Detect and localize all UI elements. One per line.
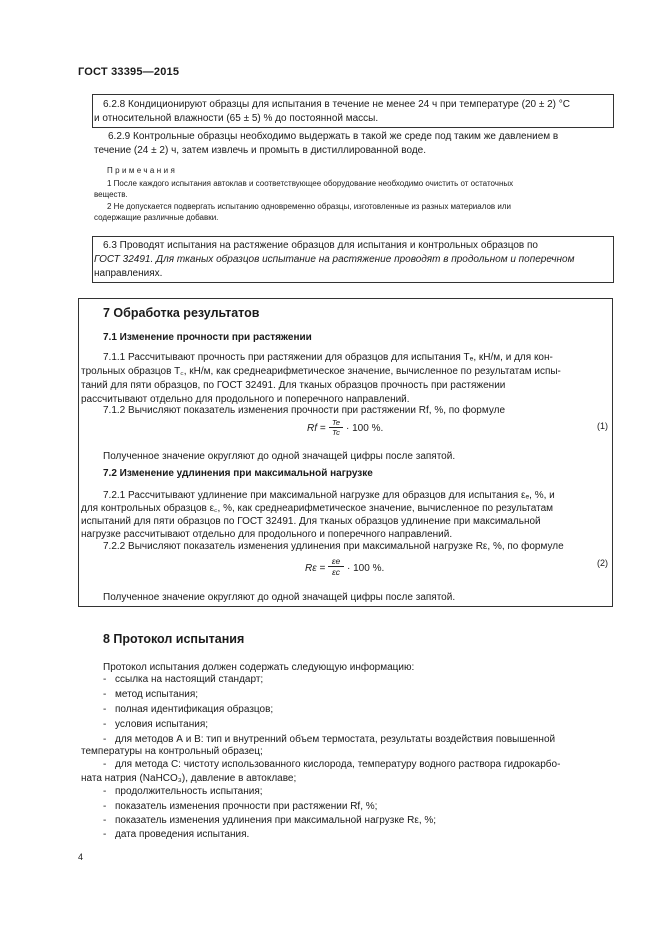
note-2-line1: 2 Не допускается подвергать испытанию одновременно образцы, изготовленные из разных материалов или <box>107 202 511 211</box>
document-header: ГОСТ 33395—2015 <box>78 66 180 78</box>
clause-7-1-1-line2: трольных образцов T꜀, кН/м, как среднеарифметическое значение, вычисленное по результатам испы- <box>81 366 561 377</box>
list-item: - для метода С: чистоту использованного кислорода, температуру водного раствора гидрокарбо- <box>103 759 561 770</box>
formula-2-rhs: · 100 %. <box>347 563 385 574</box>
list-item: - для методов А и В: тип и внутренний объем термостата, результаты воздействия повышенной <box>103 734 556 745</box>
list-item-continuation: температуры на контрольный образец; <box>81 746 263 757</box>
notes-title: Примечания <box>107 166 178 175</box>
section-7-1-title: 7.1 Изменение прочности при растяжении <box>103 332 312 343</box>
clause-7-2-1-line4: нагрузке рассчитывают отдельно для продольного и поперечного направлений. <box>81 529 453 540</box>
formula-1-denominator: Tc <box>332 428 340 437</box>
formula-1-lhs: Rf = <box>307 423 326 434</box>
clause-7-1-1-line3: таний для пяти образцов, по ГОСТ 32491. Для тканых образцов прочность при растяжении <box>81 380 506 391</box>
clause-7-1-2: 7.1.2 Вычисляют показатель изменения прочности при растяжении Rf, %, по формуле <box>103 405 506 416</box>
clause-7-2-2: 7.2.2 Вычисляют показатель изменения удлинения при максимальной нагрузке Rε, %, по формуле <box>103 541 564 552</box>
clause-7-2-1-line2: для контрольных образцов ε꜀, %, как среднеарифметическое значение, вычисленное по результатам <box>81 503 554 514</box>
clause-7-2-1-line3: испытаний для пяти образцов по ГОСТ 32491. Для тканых образцов удлинение при максимальной <box>81 516 541 527</box>
page-number: 4 <box>78 852 84 862</box>
list-item: - показатель изменения удлинения при максимальной нагрузке Rε, %; <box>103 815 437 826</box>
clause-6-2-9-line1: 6.2.9 Контрольные образцы необходимо выдержать в такой же среде под таким же давлением в <box>108 131 559 142</box>
section-7-2-title: 7.2 Изменение удлинения при максимальной нагрузке <box>103 468 373 479</box>
clause-7-1-1-line4: рассчитывают отдельно для продольного и поперечного направлений. <box>81 394 410 405</box>
note-2-line2: содержащие различные добавки. <box>94 213 219 222</box>
clause-6-3-line1: 6.3 Проводят испытания на растяжение образцов для испытания и контрольных образцов по <box>103 240 538 251</box>
clause-7-1-1-line1: 7.1.1 Рассчитывают прочность при растяжении для образцов для испытания Tₑ, кН/м, и для кон- <box>103 352 553 363</box>
formula-2-denominator: εc <box>332 567 340 577</box>
list-item: - продолжительность испытания; <box>103 786 263 797</box>
formula-2-numerator: εe <box>331 556 341 566</box>
clause-6-3-line3: направлениях. <box>94 268 163 279</box>
clause-6-2-8-line2: и относительной влажности (65 ± 5) % до постоянной массы. <box>94 113 379 124</box>
section-8-title: 8 Протокол испытания <box>103 632 245 646</box>
formula-1-number: (1) <box>597 421 608 431</box>
formula-2-number: (2) <box>597 558 608 568</box>
section-7-title: 7 Обработка результатов <box>103 306 260 320</box>
list-item: - полная идентификация образцов; <box>103 704 274 715</box>
formula-2-lhs: Rε = <box>305 563 326 574</box>
list-item-continuation: ната натрия (NaHCO₃), давление в автоклаве; <box>81 773 297 784</box>
formula-2-fraction <box>328 556 344 577</box>
rounding-note-1: Полученное значение округляют до одной значащей цифры после запятой. <box>103 451 456 462</box>
clause-6-2-9-line2: течение (24 ± 2) ч, затем извлечь и промыть в дистиллированной воде. <box>94 145 427 156</box>
note-1-line2: веществ. <box>94 190 128 199</box>
section-8-intro: Протокол испытания должен содержать следующую информацию: <box>103 662 415 673</box>
formula-1-numerator: Te <box>331 418 341 427</box>
clause-7-2-1-line1: 7.2.1 Рассчитывают удлинение при максимальной нагрузке для образцов для испытания εₑ, %, и <box>103 490 555 501</box>
clause-6-2-8-line1: 6.2.8 Кондиционируют образцы для испытания в течение не менее 24 ч при температуре (20 ± 2) °С <box>103 99 570 110</box>
clause-6-3-line2 <box>94 252 574 267</box>
list-item: - дата проведения испытания. <box>103 829 250 840</box>
list-item: - показатель изменения прочности при растяжении Rf, %; <box>103 801 378 812</box>
list-item: - условия испытания; <box>103 719 209 730</box>
note-1-line1: 1 После каждого испытания автоклав и соответствующее оборудование необходимо очистить от остаточных <box>107 179 514 188</box>
gost-reference: ГОСТ 32491. Для тканых образцов испытание на растяжение проводят в продольном и поперечном <box>94 254 575 265</box>
list-item: - ссылка на настоящий стандарт; <box>103 674 264 685</box>
list-item: - метод испытания; <box>103 689 199 700</box>
rounding-note-2: Полученное значение округляют до одной значащей цифры после запятой. <box>103 592 456 603</box>
formula-1-rhs: · 100 %. <box>346 423 384 434</box>
formula-1-fraction <box>329 418 343 437</box>
